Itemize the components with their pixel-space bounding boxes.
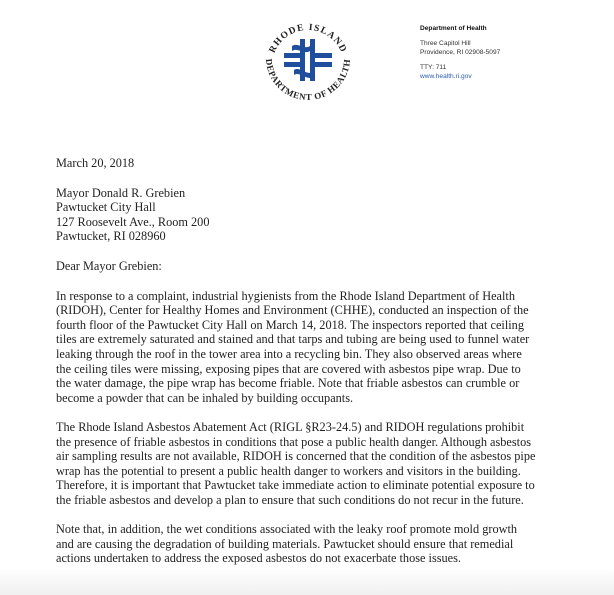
recipient-name: Mayor Donald R. Grebien xyxy=(56,185,186,200)
tty-number: TTY: 711 xyxy=(420,63,447,71)
paragraph-line: wrap has the potential to present a public health danger to workers and visitors in the building. xyxy=(56,463,521,478)
paragraph-line: (RIDOH), Center for Healthy Homes and Environment (CHHE), conducted an inspection of the xyxy=(56,303,529,318)
paragraph-line: leaking through the roof in the tower area into a recycling bin. They also observed areas where xyxy=(56,346,522,361)
paragraph-line: the water damage, the pipe wrap has become friable. Note that friable asbestos can crumble or xyxy=(56,376,520,391)
website-link[interactable]: www.health.ri.gov xyxy=(420,73,472,81)
recipient-org: Pawtucket City Hall xyxy=(56,200,156,215)
paragraph-line: the friable asbestos and develop a plan to ensure that such conditions do not recur in the future. xyxy=(56,492,524,507)
paragraph-line: actions undertaken to address the exposed asbestos do not exacerbate those issues. xyxy=(56,551,461,566)
paragraph-line: The Rhode Island Asbestos Abatement Act (RIGL §R23-24.5) and RIDOH regulations prohibit xyxy=(56,419,525,434)
letter-body xyxy=(56,156,556,580)
paragraph-line: tiles are extremely saturated and stained and that tarps and tubing are being used to funnel water xyxy=(56,332,530,347)
address-line-2: Providence, RI 02908-5097 xyxy=(420,49,501,57)
department-name: Department of Health xyxy=(420,25,487,32)
paragraph-line: fourth floor of the Pawtucket City Hall on March 14, 2018. The inspectors reported that ceiling xyxy=(56,317,524,332)
recipient-city: Pawtucket, RI 028960 xyxy=(56,229,166,244)
page-bottom-shadow xyxy=(0,567,614,595)
paragraph-mold xyxy=(56,522,556,566)
paragraph-line: In response to a complaint, industrial hygienists from the Rhode Island Department of Health xyxy=(56,288,515,303)
paragraph-line: Therefore, it is important that Pawtucket take immediate action to eliminate potential exposure to xyxy=(56,478,535,493)
paragraph-line: the ceiling tiles were missing, exposing pipes that are covered with asbestos pipe wrap. Due to xyxy=(56,361,521,376)
paragraph-line: and are causing the degradation of building materials. Pawtucket should ensure that remedial xyxy=(56,536,514,551)
paragraph-line: Note that, in addition, the wet conditions associated with the leaky roof promote mold growth xyxy=(56,522,518,537)
paragraph-line: the presence of friable asbestos in conditions that pose a public health danger. Although asbestos xyxy=(56,434,532,449)
paragraph-regulations xyxy=(56,420,556,508)
letter-date: March 20, 2018 xyxy=(56,156,135,170)
paragraph-line: become a powder that can be inhaled by building occupants. xyxy=(56,390,354,405)
paragraph-line: air sampling results are not available, RIDOH is concerned that the condition of the asbestos pipe xyxy=(56,449,536,464)
department-address xyxy=(420,39,500,58)
salutation: Dear Mayor Grebien: xyxy=(56,258,162,273)
recipient-street: 127 Roosevelt Ave., Room 200 xyxy=(56,214,210,229)
letterhead-contact xyxy=(420,24,500,82)
seal-bottom-text: DEPARTMENT OF HEALTH xyxy=(263,58,353,103)
recipient-address xyxy=(56,186,556,244)
seal-top-text: RHODE ISLAND xyxy=(267,22,349,55)
ridoh-seal-icon xyxy=(258,6,358,118)
address-line-1: Three Capitol Hill xyxy=(420,39,471,47)
paragraph-inspection xyxy=(56,289,556,406)
